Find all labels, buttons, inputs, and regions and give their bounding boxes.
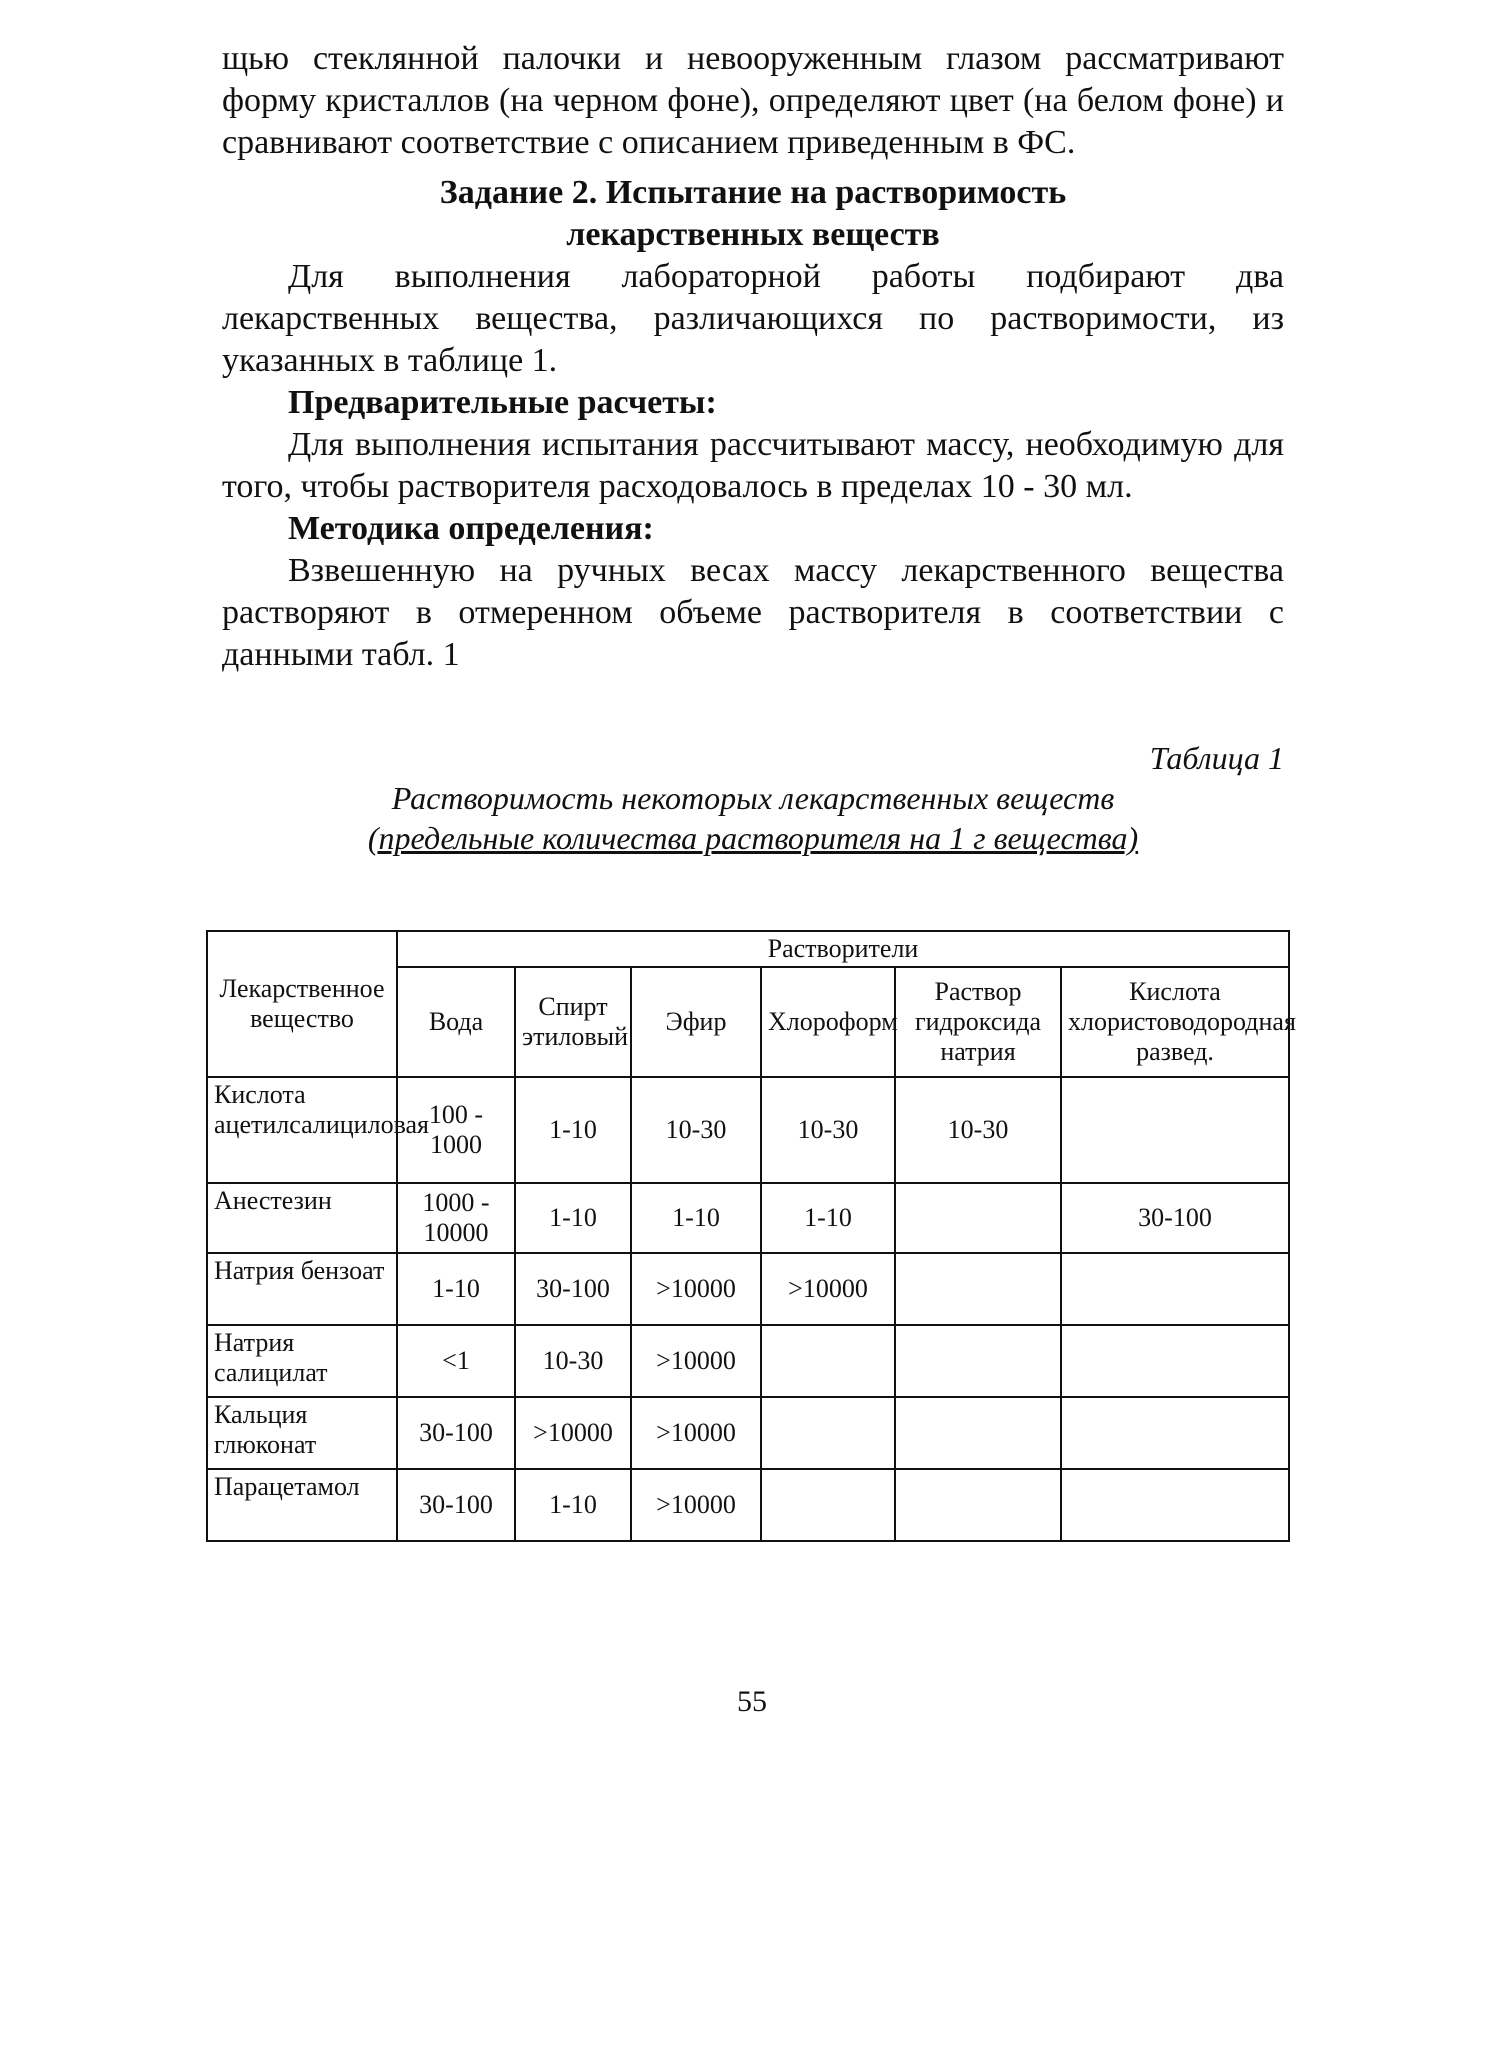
table-row	[207, 1077, 1289, 1183]
solubility-cell: >10000	[631, 1253, 761, 1325]
substance-name: Анестезин	[207, 1183, 397, 1253]
solubility-cell: 1-10	[631, 1183, 761, 1253]
solubility-cell	[1061, 1469, 1289, 1541]
subheading-calculations: Предварительные расчеты:	[288, 384, 717, 421]
solubility-cell: 10-30	[515, 1325, 631, 1397]
table-label: Таблица 1	[1149, 740, 1284, 776]
substance-name: Кальция глюконат	[207, 1397, 397, 1469]
solubility-cell: 10-30	[761, 1077, 895, 1183]
column-header: Кислота хлористоводородная развед.	[1061, 967, 1289, 1077]
solubility-cell: >10000	[631, 1325, 761, 1397]
page-body	[222, 38, 1284, 858]
solubility-cell: 1-10	[515, 1183, 631, 1253]
substance-name: Натрия салицилат	[207, 1325, 397, 1397]
paragraph-intro: щью стеклянной палочки и невооруженным глазом рассматривают форму кристаллов (на черном фоне), определяют цвет (на белом фоне) и сравнивают соответствие с описанием приведенным в ФС.	[222, 40, 1284, 161]
page-number: 55	[737, 1685, 767, 1718]
table-row	[207, 1183, 1289, 1253]
solubility-cell: 1-10	[397, 1253, 515, 1325]
solubility-cell: >10000	[761, 1253, 895, 1325]
solubility-cell: 30-100	[515, 1253, 631, 1325]
column-header: Хлороформ	[761, 967, 895, 1077]
solubility-cell	[761, 1325, 895, 1397]
solubility-cell	[895, 1183, 1061, 1253]
solubility-cell: >10000	[515, 1397, 631, 1469]
solubility-cell: 30-100	[1061, 1183, 1289, 1253]
solubility-cell: 1-10	[515, 1469, 631, 1541]
table-row	[207, 1253, 1289, 1325]
column-header: Спирт этиловый	[515, 967, 631, 1077]
task-title-line1: Задание 2. Испытание на растворимость	[439, 174, 1067, 211]
solubility-cell	[1061, 1325, 1289, 1397]
solubility-cell: >10000	[631, 1397, 761, 1469]
solubility-cell: 30-100	[397, 1469, 515, 1541]
solubility-cell	[761, 1397, 895, 1469]
table-caption-line1: Растворимость некоторых лекарственных веществ	[391, 780, 1115, 816]
paragraph-method: Взвешенную на ручных весах массу лекарственного вещества растворяют в отмеренном объеме растворителя в соответствии с данными табл. 1	[222, 552, 1284, 673]
substance-name: Кислота ацетилсалициловая	[207, 1077, 397, 1183]
solubility-cell	[761, 1469, 895, 1541]
solubility-table	[206, 930, 1296, 1542]
solubility-cell: 1-10	[761, 1183, 895, 1253]
header-solvents: Растворители	[397, 931, 1289, 967]
column-header: Вода	[397, 967, 515, 1077]
column-header: Раствор гидроксида натрия	[895, 967, 1061, 1077]
table-caption-line2: (предельные количества растворителя на 1 г вещества)	[367, 820, 1139, 856]
solubility-cell: <1	[397, 1325, 515, 1397]
substance-name: Парацетамол	[207, 1469, 397, 1541]
solubility-cell: 10-30	[895, 1077, 1061, 1183]
paragraph-task: Для выполнения лабораторной работы подбирают два лекарственных вещества, различающихся по растворимости, из указанных в таблице 1.	[222, 258, 1284, 379]
task-title-line2: лекарственных веществ	[566, 216, 940, 253]
table-row	[207, 1397, 1289, 1469]
solubility-cell	[895, 1253, 1061, 1325]
solubility-cell	[1061, 1253, 1289, 1325]
solubility-cell: 100 - 1000	[397, 1077, 515, 1183]
table-row	[207, 1325, 1289, 1397]
column-header: Эфир	[631, 967, 761, 1077]
solubility-cell: >10000	[631, 1469, 761, 1541]
solubility-cell: 1-10	[515, 1077, 631, 1183]
solubility-cell	[895, 1469, 1061, 1541]
solubility-cell	[1061, 1077, 1289, 1183]
subheading-method: Методика определения:	[288, 510, 654, 547]
solubility-cell: 1000 - 10000	[397, 1183, 515, 1253]
header-substance: Лекарственное вещество	[207, 931, 397, 1077]
table-row	[207, 1469, 1289, 1541]
solubility-cell: 10-30	[631, 1077, 761, 1183]
solubility-cell	[1061, 1397, 1289, 1469]
solubility-cell	[895, 1397, 1061, 1469]
solubility-cell	[895, 1325, 1061, 1397]
solubility-cell: 30-100	[397, 1397, 515, 1469]
paragraph-calculations: Для выполнения испытания рассчитывают массу, необходимую для того, чтобы растворителя расходовалось в пределах 10 - 30 мл.	[222, 426, 1284, 505]
substance-name: Натрия бензоат	[207, 1253, 397, 1325]
